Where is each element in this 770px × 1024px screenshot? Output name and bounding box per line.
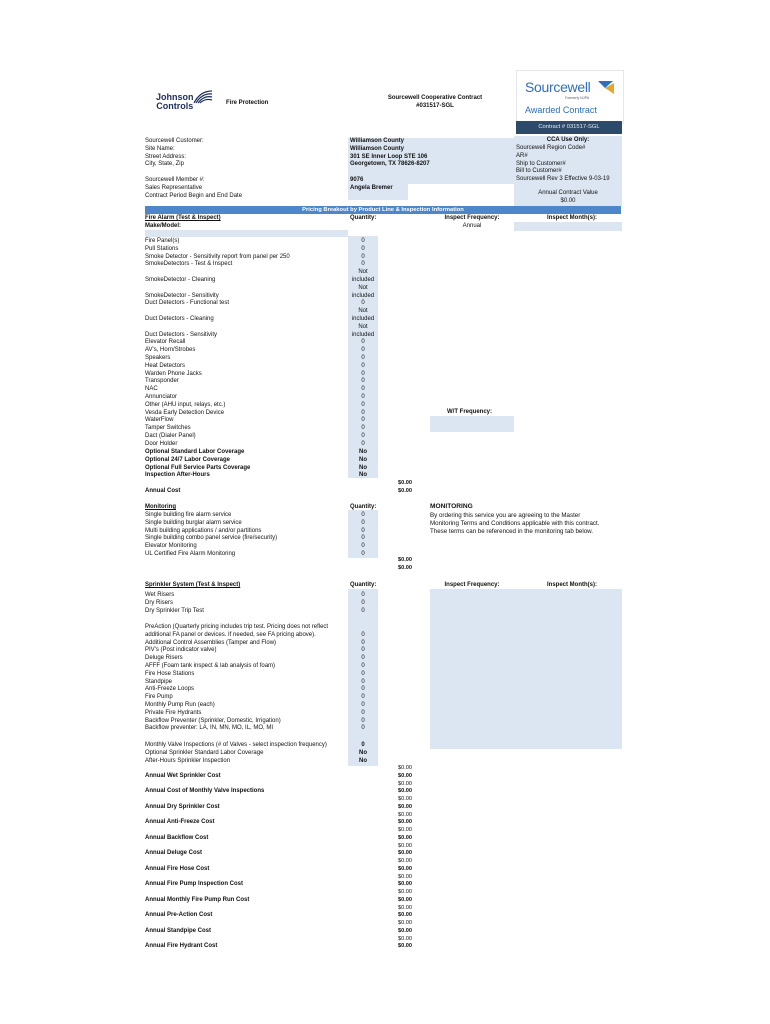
monitoring-note-title: MONITORING	[430, 503, 473, 510]
monitoring-quantity[interactable]: 0	[361, 535, 365, 542]
sprinkler-cost-value: $0.00	[398, 765, 412, 771]
fa-item: Duct Detectors - Sensitivity	[145, 331, 218, 338]
sprinkler-quantity[interactable]: 0	[361, 701, 365, 708]
sprinkler-item: After-Hours Sprinkler Inspection	[145, 757, 231, 764]
sprinkler-cost-total: $0.00	[398, 819, 412, 826]
sprinkler-cost-value: $0.00	[398, 935, 412, 942]
fa-option-value[interactable]: No	[359, 464, 367, 471]
fa-item: Annunciator	[145, 393, 178, 400]
sprinkler-quantity[interactable]: 0	[361, 725, 365, 732]
fa-quantity[interactable]: 0	[361, 440, 365, 447]
sprinkler-item: Wet Risers	[145, 592, 175, 598]
fa-quantity[interactable]: 0	[361, 378, 365, 385]
wt-frequency-label: W/T Frequency:	[447, 409, 493, 415]
monitoring-quantity[interactable]: 0	[361, 550, 365, 557]
sprinkler-item: Optional Sprinkler Standard Labor Coverage	[145, 749, 264, 756]
sprinkler-cost-label: Annual Pre-Action Cost	[145, 912, 213, 919]
monitoring-cost-list	[390, 557, 420, 573]
sprinkler-items-b	[145, 624, 328, 733]
contract-number: #031517-SGL	[416, 103, 454, 109]
sprinkler-quantity[interactable]	[348, 624, 378, 632]
sprinkler-cost-label: Annual Monthly Fire Pump Run Cost	[145, 896, 250, 903]
sprinkler-inspect-months-header: Inspect Month(s):	[547, 582, 597, 588]
fa-quantity-header: Quantity:	[350, 215, 377, 221]
sprinkler-cost-label: Annual Standpipe Cost	[145, 927, 211, 934]
sprinkler-inspection-shading[interactable]	[430, 589, 622, 749]
fa-item	[145, 285, 290, 293]
sprinkler-cost-value: $0.00	[398, 904, 412, 911]
awarded-contract: Awarded Contract	[525, 105, 597, 115]
fa-inspect-frequency-value[interactable]: Annual	[462, 223, 482, 229]
monitoring-note	[430, 512, 599, 535]
cca-header: CCA Use Only:	[546, 137, 590, 143]
fa-item: Warden Phone Jacks	[145, 370, 202, 377]
sprinkler-cost-total: $0.00	[398, 881, 412, 888]
fa-quantity[interactable]: 0	[361, 253, 365, 260]
fa-item: Heat Detectors	[145, 362, 186, 369]
sprinkler-items-a	[145, 592, 204, 615]
customer-field-value[interactable]: Georgetown, TX 78626-8207	[350, 161, 430, 168]
sprinkler-quantity[interactable]: 0	[361, 592, 365, 598]
fa-quantity[interactable]: 0	[361, 370, 365, 377]
sprinkler-cost-label: Annual Deluge Cost	[145, 850, 203, 857]
fa-quantity[interactable]: 0	[361, 432, 365, 439]
fa-inspect-months-header: Inspect Month(s):	[547, 215, 597, 221]
cca-line: Bill to Customer#	[516, 168, 562, 175]
pricing-banner: Pricing Breakout by Product Line & Inspection Information	[145, 206, 621, 214]
sprinkler-item: Additional Control Assemblies (Tamper and Flow)	[145, 639, 277, 646]
sprinkler-cost-value: $0.00	[398, 811, 412, 818]
sprinkler-cost-label: Annual Fire Hose Cost	[145, 865, 210, 872]
sprinkler-quantity[interactable]: 0	[361, 717, 365, 724]
fa-quantity[interactable]: included	[351, 276, 375, 283]
sprinkler-title: Sprinkler System (Test & Inspect)	[145, 582, 241, 588]
fa-quantity[interactable]: Not	[358, 308, 368, 315]
sprinkler-quantity[interactable]: 0	[361, 662, 365, 669]
sprinkler-quantities-b[interactable]	[348, 624, 378, 733]
fa-option-value[interactable]: No	[359, 449, 367, 455]
monitoring-item-list	[145, 512, 277, 559]
sprinkler-cost-value: $0.00	[398, 796, 412, 802]
fa-item: Tamper Switches	[145, 425, 191, 432]
sprinkler-cost-label: Annual Fire Hydrant Cost	[145, 943, 218, 950]
customer-field-label: Site Name:	[145, 145, 175, 152]
jc-logo-mark-icon	[192, 89, 214, 105]
cca-lines	[516, 145, 610, 184]
customer-field-label: Street Address:	[145, 153, 187, 160]
fa-quantity[interactable]: included	[351, 331, 375, 338]
sprinkler-quantity[interactable]: No	[359, 757, 367, 764]
monitoring-item: Elevator Monitoring	[145, 543, 197, 550]
sprinkler-quantity[interactable]: 0	[361, 655, 365, 662]
fa-item: Door Holder	[145, 440, 178, 447]
fa-cost: $0.00	[398, 487, 412, 494]
sprinkler-item: Dry Risers	[145, 599, 173, 606]
monitoring-cost: $0.00	[398, 564, 412, 571]
sprinkler-item: Dry Sprinkler Trip Test	[145, 607, 204, 614]
fa-quantity[interactable]: 0	[361, 339, 365, 346]
sprinkler-inspect-frequency-header: Inspect Frequency:	[444, 582, 500, 588]
sprinkler-quantity[interactable]: 0	[361, 599, 365, 606]
sprinkler-cost-label: Annual Dry Sprinkler Cost	[145, 803, 220, 810]
sprinkler-cost-value: $0.00	[398, 920, 412, 926]
sprinkler-item: PIV's (Post indicator valve)	[145, 647, 217, 654]
customer-field-label: Contract Period Begin and End Date	[145, 192, 243, 199]
make-model-label: Make/Model:	[145, 223, 182, 229]
sprinkler-cost-value: $0.00	[398, 842, 412, 849]
sprinkler-quantity[interactable]: No	[359, 749, 367, 756]
monitoring-item: Multi building applications / and/or partitions	[145, 527, 262, 534]
fa-item: Elevator Recall	[145, 339, 186, 346]
fa-option-values[interactable]	[348, 449, 378, 480]
monitoring-quantity-list[interactable]	[348, 512, 378, 559]
division-label: Fire Protection	[226, 100, 269, 106]
sprinkler-cost-label: Annual Wet Sprinkler Cost	[145, 772, 221, 779]
sprinkler-cost-total: $0.00	[398, 850, 412, 857]
fa-item: Duct Detectors - Cleaning	[145, 315, 214, 322]
jc-logo-line1: Johnson	[156, 92, 194, 102]
fa-item-list	[145, 238, 290, 449]
fa-item: Other (AHU input, relays, etc.)	[145, 401, 226, 408]
fa-quantity[interactable]: included	[351, 292, 375, 299]
sprinkler-cost-value: $0.00	[398, 873, 412, 880]
jc-logo-line2: Controls	[156, 101, 194, 111]
fa-item: SmokeDetectors - Test & Inspect	[145, 261, 233, 268]
sprinkler-item: Standpipe	[145, 678, 173, 685]
fa-quantity[interactable]: Not	[358, 284, 368, 291]
sprinkler-item: Monthly Pump Run (each)	[145, 701, 215, 708]
customer-field-label: City, State, Zip	[145, 161, 184, 168]
fa-item: Vesda Early Detection Device	[145, 409, 225, 416]
fa-quantity[interactable]: 0	[361, 393, 365, 400]
sprinkler-cost-value: $0.00	[398, 827, 412, 833]
monitoring-quantity-header: Quantity:	[350, 504, 377, 510]
sprinkler-cost-total: $0.00	[398, 772, 412, 779]
sprinkler-cost-total: $0.00	[398, 788, 412, 795]
sprinkler-cost-label: Annual Cost of Monthly Valve Inspections	[145, 788, 265, 795]
fa-item: SmokeDetector - Sensitivity	[145, 292, 219, 299]
fa-inspect-frequency-header: Inspect Frequency:	[444, 215, 500, 221]
fa-quantity[interactable]: 0	[361, 386, 365, 393]
customer-field-value[interactable]: Williamson County	[350, 138, 404, 144]
fa-annual-cost-label: Annual Cost	[145, 488, 181, 494]
jc-logo-text	[156, 93, 194, 111]
customer-field-value[interactable]: 301 SE Inner Loop STE 106	[350, 153, 428, 160]
sprinkler-quantity[interactable]: 0	[361, 686, 365, 693]
contract-number-bar: Contract # 031517-SGL	[516, 121, 622, 134]
fa-item: Transponder	[145, 378, 179, 385]
fa-item: AV's, Horn/Strobes	[145, 347, 196, 354]
sprinkler-quantity[interactable]: 0	[361, 647, 365, 654]
sprinkler-cost-label: Annual Anti-Freeze Cost	[145, 819, 215, 826]
sprinkler-item: PreAction (Quarterly pricing includes trip test. Pricing does not reflect	[145, 624, 329, 630]
monitoring-item: Single building fire alarm service	[145, 512, 232, 518]
sprinkler-quantity[interactable]: 0	[361, 639, 365, 646]
sprinkler-quantities-c[interactable]	[348, 742, 378, 765]
customer-field-label: Sales Representative	[145, 184, 203, 191]
fa-quantity[interactable]: 0	[361, 425, 365, 432]
sprinkler-cost-total: $0.00	[398, 912, 412, 919]
monitoring-quantity[interactable]: 0	[361, 527, 365, 534]
customer-field-label: Sourcewell Customer:	[145, 138, 204, 144]
fa-option: Optional Full Service Parts Coverage	[145, 464, 251, 471]
fa-quantity[interactable]: 0	[361, 245, 365, 252]
sprinkler-quantity[interactable]: 0	[361, 694, 365, 701]
sprinkler-item: Monthly Valve Inspections (# of Valves - select inspection frequency)	[145, 742, 327, 748]
fa-quantity[interactable]: Not	[358, 269, 368, 276]
fa-item: Duct Detectors - Functional test	[145, 300, 230, 307]
cca-line: Sourcewell Region Code#	[516, 145, 586, 151]
sprinkler-cost-total: $0.00	[398, 927, 412, 934]
monitoring-quantity[interactable]: 0	[361, 519, 365, 526]
sprinkler-item: Private Fire Hydrants	[145, 709, 202, 716]
monitoring-item: Single building burglar alarm service	[145, 519, 242, 526]
monitoring-cost: $0.00	[398, 557, 412, 563]
fa-item: SmokeDetector - Cleaning	[145, 276, 216, 283]
sprinkler-quantity[interactable]: 0	[361, 709, 365, 716]
fa-cost-list	[390, 480, 420, 496]
sprinkler-cost-total: $0.00	[398, 834, 412, 841]
customer-field-value[interactable]	[350, 193, 430, 201]
wt-frequency-field[interactable]	[430, 416, 514, 432]
sprinkler-quantity-header: Quantity:	[350, 582, 377, 588]
monitoring-item: UL Certified Fire Alarm Monitoring	[145, 550, 236, 557]
cca-line: AR#	[516, 152, 528, 159]
sprinkler-item: Fire Pump	[145, 694, 173, 701]
sprinkler-cost-label: Annual Fire Pump Inspection Cost	[145, 881, 244, 888]
sprinkler-cost-value: $0.00	[398, 889, 412, 895]
fa-item: WaterFlow	[145, 417, 174, 424]
sourcewell-tagline: Formerly NJPA	[565, 96, 590, 100]
customer-labels	[145, 138, 242, 200]
sprinkler-item: Backflow preventer: LA, IN, MN, MO, IL, MO, MI	[145, 725, 274, 732]
sourcewell-logo	[516, 70, 624, 124]
fa-option-value[interactable]: No	[359, 472, 367, 479]
cca-line: Sourcewell Rev 3 Effective 9-03-19	[516, 176, 610, 183]
fa-options-list	[145, 449, 250, 480]
sprinkler-cost-total: $0.00	[398, 803, 412, 810]
fa-quantity[interactable]: 0	[361, 300, 365, 307]
monitoring-note-line: These terms can be referenced in the monitoring tab below.	[430, 527, 594, 535]
sprinkler-quantity[interactable]: 0	[361, 670, 365, 677]
customer-field-value[interactable]: Williamson County	[350, 145, 404, 152]
fa-quantity[interactable]: 0	[361, 362, 365, 369]
sprinkler-cost-label: Annual Backflow Cost	[145, 834, 209, 841]
monitoring-note-line: Monitoring Terms and Conditions applicable with this contract.	[430, 519, 600, 527]
fa-quantity[interactable]: 0	[361, 417, 365, 424]
sprinkler-quantity[interactable]: 0	[361, 742, 365, 748]
fa-quantity[interactable]: 0	[361, 261, 365, 268]
fa-item: Speakers	[145, 354, 171, 361]
sprinkler-quantities-a[interactable]	[348, 592, 378, 615]
sprinkler-cost-total: $0.00	[398, 943, 412, 950]
sprinkler-cost-total: $0.00	[398, 896, 412, 903]
customer-field-label	[145, 169, 242, 177]
make-model-field[interactable]	[145, 230, 348, 237]
fa-quantity[interactable]: included	[351, 315, 375, 322]
sprinkler-item: Fire Hose Stations	[145, 670, 195, 677]
fa-quantity[interactable]: 0	[361, 238, 365, 244]
sprinkler-quantity[interactable]: 0	[361, 631, 365, 638]
fa-quantity[interactable]: 0	[361, 347, 365, 354]
sourcewell-wordmark: Sourcewell	[525, 79, 591, 95]
customer-field-value[interactable]	[350, 169, 430, 177]
sprinkler-cost-value: $0.00	[398, 780, 412, 787]
fa-quantity-list[interactable]	[348, 238, 378, 449]
fa-item	[145, 308, 290, 316]
sprinkler-items-c	[145, 742, 327, 765]
fire-alarm-title: Fire Alarm (Test & Inspect)	[145, 215, 221, 221]
fa-option: Optional 24/7 Labor Coverage	[145, 456, 231, 463]
fa-item	[145, 269, 290, 277]
contract-title: Sourcewell Cooperative Contract	[387, 95, 483, 101]
monitoring-title: Monitoring	[145, 504, 176, 510]
fa-option-value[interactable]: No	[359, 456, 367, 463]
monitoring-note-line: By ordering this service you are agreeing to the Master	[430, 512, 581, 519]
customer-field-value[interactable]: 9076	[350, 176, 364, 183]
fa-item: Smoke Detector - Sensitivity report from panel per 250	[145, 253, 290, 260]
monitoring-quantity[interactable]: 0	[361, 512, 365, 518]
annual-contract-value: $0.00	[560, 198, 576, 204]
fa-quantity[interactable]: Not	[358, 323, 368, 330]
fa-item: NAC	[145, 386, 158, 393]
sprinkler-cost-total: $0.00	[398, 865, 412, 872]
fa-item: Pull Stations	[145, 245, 179, 252]
fa-option: Inspection After-Hours	[145, 472, 210, 479]
sprinkler-cost-value: $0.00	[398, 858, 412, 864]
cca-line: Ship to Customer#	[516, 160, 566, 167]
sprinkler-item: AFFF (Foam tank inspect & lab analysis of foam)	[145, 662, 276, 669]
customer-values	[350, 138, 430, 200]
fa-item: Dact (Dialer Panel)	[145, 432, 196, 439]
monitoring-quantity[interactable]: 0	[361, 543, 365, 550]
sourcewell-mark-icon	[597, 79, 615, 95]
fa-option: Optional Standard Labor Coverage	[145, 449, 245, 455]
customer-field-label: Sourcewell Member #:	[145, 176, 205, 183]
fa-quantity[interactable]: 0	[361, 409, 365, 416]
fa-item: Fire Panel(s)	[145, 238, 180, 244]
sprinkler-quantity[interactable]: 0	[361, 607, 365, 614]
sprinkler-item: Deluge Risers	[145, 655, 183, 662]
fa-cost: $0.00	[398, 480, 412, 486]
sprinkler-item: Anti-Freeze Loops	[145, 686, 195, 693]
fa-item	[145, 324, 290, 332]
monitoring-item: Single building combo panel service (fire/security)	[145, 535, 278, 542]
sprinkler-item: additional FA panel or devices. If needed, see FA pricing above).	[145, 631, 316, 638]
sprinkler-item: Backflow Preventer (Sprinkler, Domestic, Irrigation)	[145, 717, 281, 724]
fa-quantity[interactable]: 0	[361, 401, 365, 408]
fa-quantity[interactable]: 0	[361, 354, 365, 361]
annual-contract-value-label: Annual Contract Value	[538, 190, 598, 196]
fa-inspect-months-field[interactable]	[514, 222, 622, 231]
customer-field-value[interactable]: Angela Bremer	[350, 184, 393, 191]
sprinkler-quantity[interactable]: 0	[361, 678, 365, 685]
